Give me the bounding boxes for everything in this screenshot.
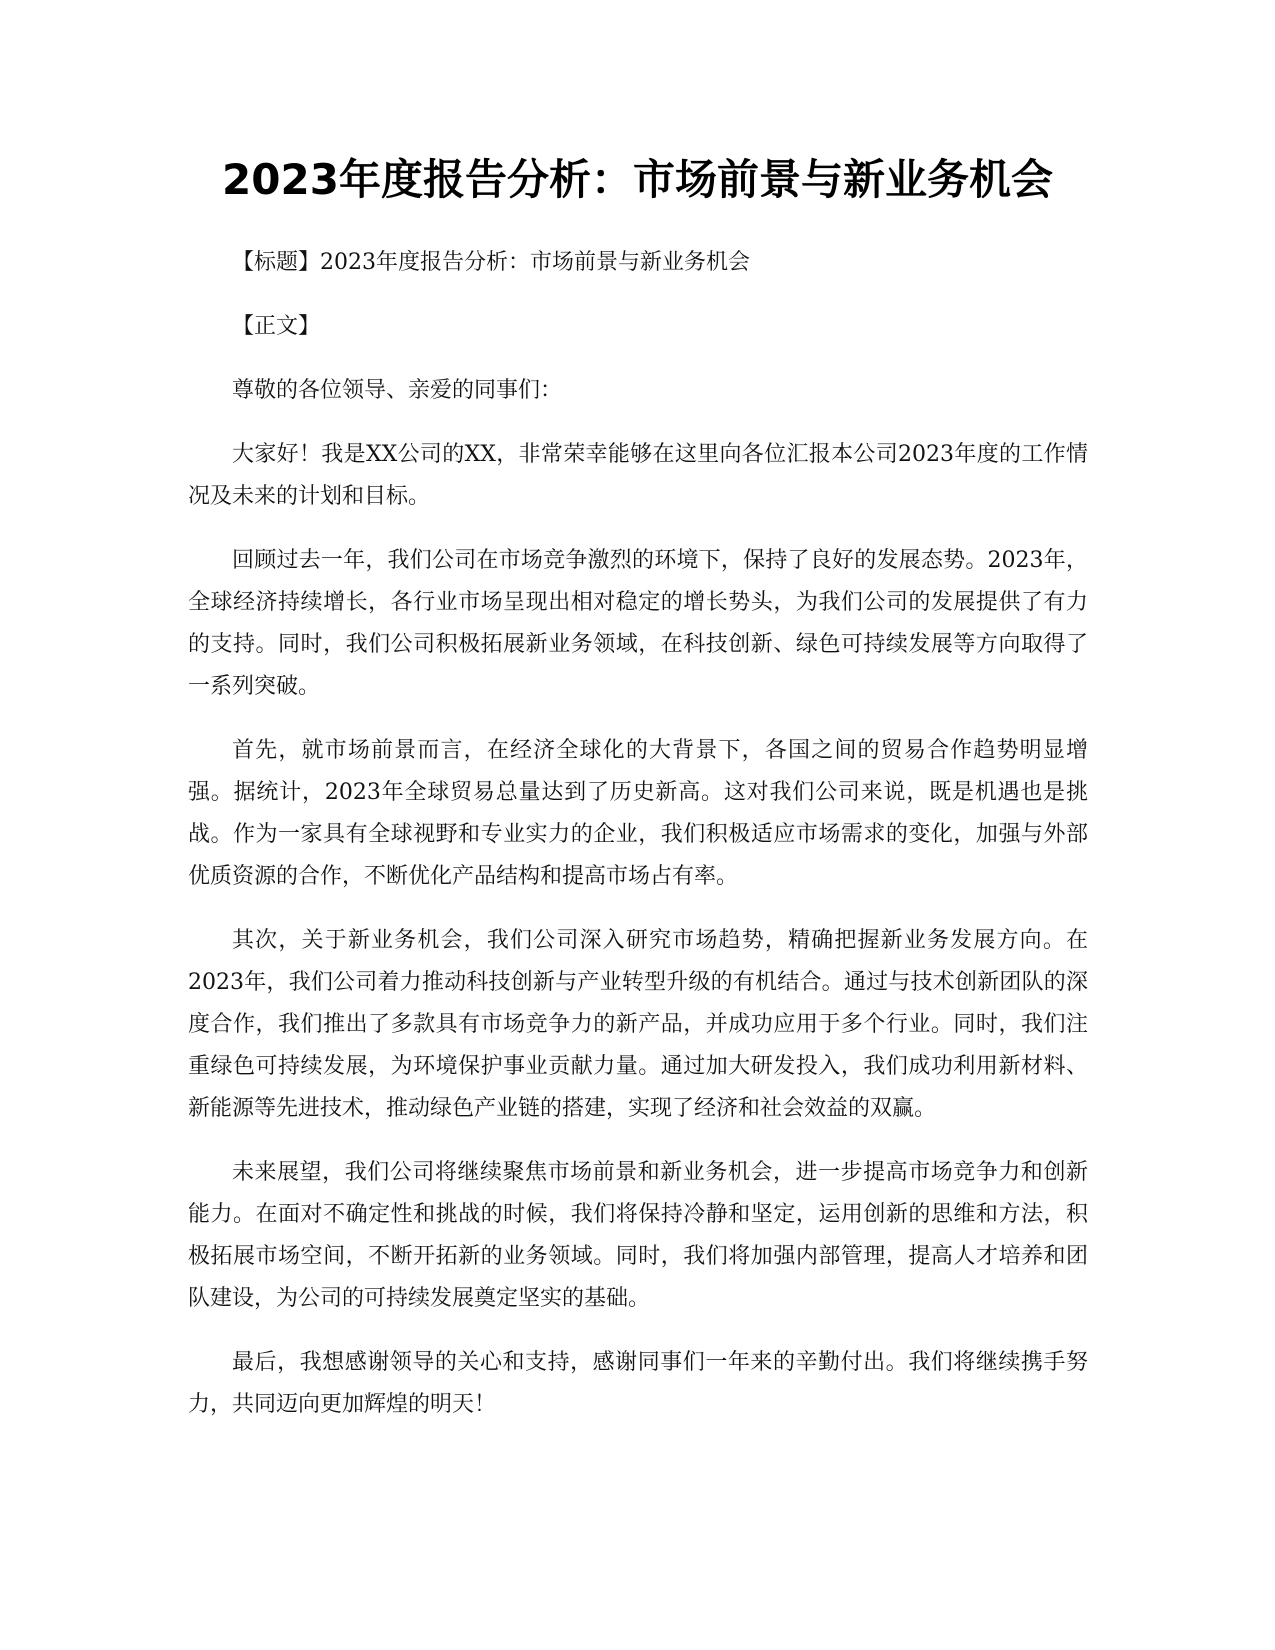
paragraph-review: 回顾过去一年，我们公司在市场竞争激烈的环境下，保持了良好的发展态势。2023年，全球经济持续增长，各行业市场呈现出相对稳定的增长势头，为我们公司的发展提供了有力的支持。同时，我们公司积极拓展新业务领域，在科技创新、绿色可持续发展等方向取得了一系列突破。 <box>188 548 1088 699</box>
paragraph-market-outlook: 首先，就市场前景而言，在经济全球化的大背景下，各国之间的贸易合作趋势明显增强。据统计，2023年全球贸易总量达到了历史新高。这对我们公司来说，既是机遇也是挑战。作为一家具有全球视野和专业实力的企业，我们积极适应市场需求的变化，加强与外部优质资源的合作，不断优化产品结构和提高市场占有率。 <box>188 738 1088 889</box>
paragraph-future: 未来展望，我们公司将继续聚焦市场前景和新业务机会，进一步提高市场竞争力和创新能力。在面对不确定性和挑战的时候，我们将保持冷静和坚定，运用创新的思维和方法，积极拓展市场空间，不断开拓新的业务领域。同时，我们将加强内部管理，提高人才培养和团队建设，为公司的可持续发展奠定坚实的基础。 <box>188 1160 1088 1311</box>
document-body <box>188 242 1088 1448</box>
paragraph-heading-label: 【标题】2023年度报告分析：市场前景与新业务机会 <box>232 250 750 275</box>
document-title: 2023年度报告分析：市场前景与新业务机会 <box>222 155 1053 204</box>
paragraph-new-business: 其次，关于新业务机会，我们公司深入研究市场趋势，精确把握新业务发展方向。在2023年，我们公司着力推动科技创新与产业转型升级的有机结合。通过与技术创新团队的深度合作，我们推出了多款具有市场竞争力的新产品，并成功应用于多个行业。同时，我们注重绿色可持续发展，为环境保护事业贡献力量。通过加大研发投入，我们成功利用新材料、新能源等先进技术，推动绿色产业链的搭建，实现了经济和社会效益的双赢。 <box>188 928 1088 1121</box>
paragraph-greeting: 大家好！我是XX公司的XX，非常荣幸能够在这里向各位汇报本公司2023年度的工作情况及未来的计划和目标。 <box>188 442 1088 509</box>
paragraph-salutation: 尊敬的各位领导、亲爱的同事们： <box>232 378 563 403</box>
paragraph-closing: 最后，我想感谢领导的关心和支持，感谢同事们一年来的辛勤付出。我们将继续携手努力，共同迈向更加辉煌的明天！ <box>188 1350 1088 1417</box>
paragraph-body-label: 【正文】 <box>232 314 321 339</box>
